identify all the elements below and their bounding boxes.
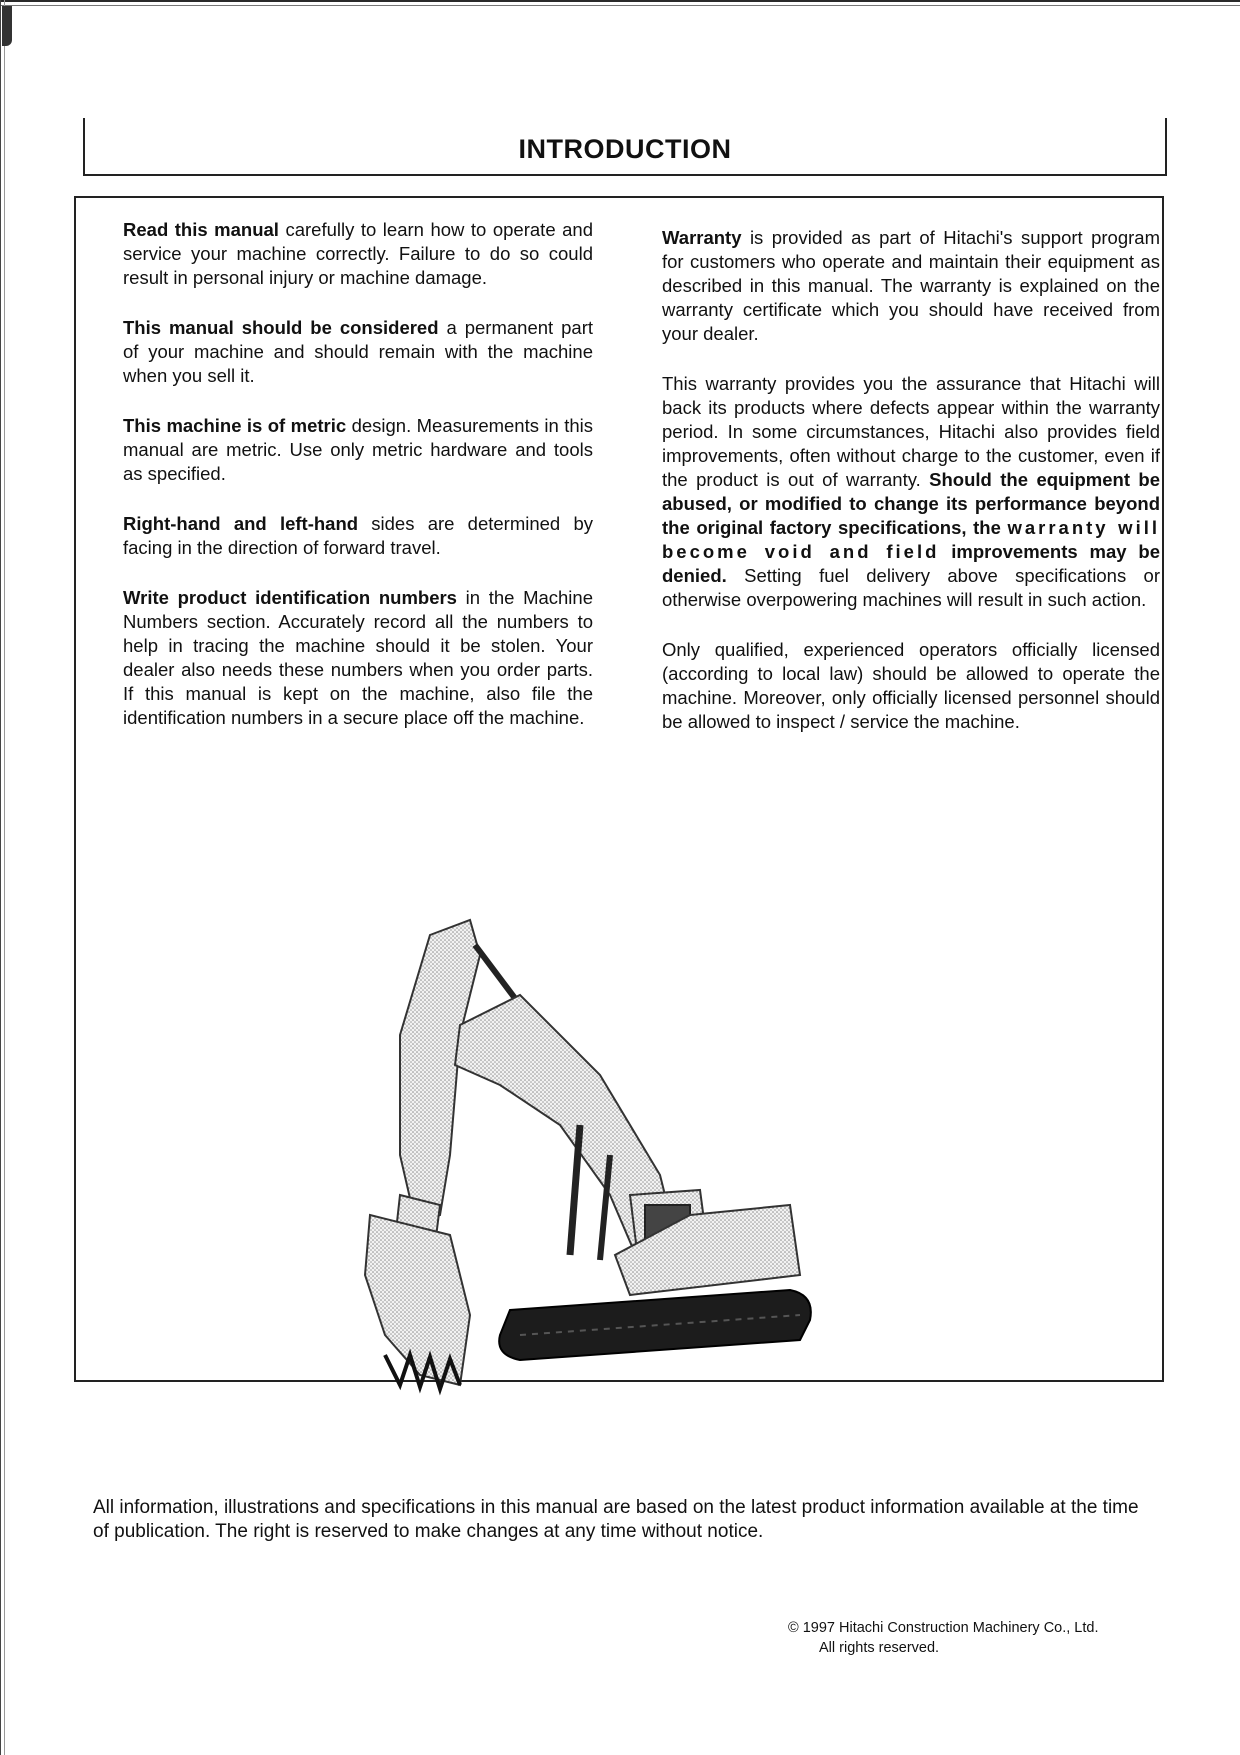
rights-line: All rights reserved.: [819, 1640, 940, 1656]
page-title: INTRODUCTION: [518, 134, 732, 164]
body-text: carefully to learn how to operate and service your machine correctly. Failure to do so could result in personal injury or machine damage.: [123, 219, 593, 288]
body-text: design. Measurements in this manual are metric. Use only metric hardware and tools as specified.: [123, 415, 593, 484]
copyright-block: [788, 1618, 1168, 1658]
body-text: a permanent part of your machine and should remain with the machine when you sell it.: [123, 317, 593, 386]
paragraph-metric-design: [123, 414, 593, 486]
paragraph-qualified-operators: [662, 638, 1160, 734]
scan-edge-left: [0, 0, 6, 1755]
warning-text-spaced: warranty will become void and field: [662, 517, 1160, 562]
body-text: This warranty provides you the assurance that Hitachi will back its products where defects appear within the warranty period. In some circumstances, Hitachi also provides field improvements, often without charge to the customer, even if the product is out of warranty.: [662, 373, 1160, 490]
lead-text: This manual should be considered: [123, 317, 439, 338]
body-text: Only qualified, experienced operators officially licensed (according to local law) should be allowed to operate the machine. Moreover, only officially licensed personnel should be allowed to inspect / service the machine.: [662, 639, 1160, 732]
paragraph-permanent-part: [123, 316, 593, 388]
excavator-illustration: [360, 915, 880, 1405]
lead-text: Right-hand and left-hand: [123, 513, 359, 534]
scan-mark: [2, 6, 12, 46]
scan-edge-top: [0, 0, 1240, 10]
left-column: [123, 218, 593, 756]
lead-text: Warranty: [662, 227, 742, 248]
warning-text-end: improvements may be denied.: [662, 541, 1160, 586]
lead-text: Write product identification numbers: [123, 587, 457, 608]
paragraph-identification-numbers: [123, 586, 593, 730]
title-frame: [83, 118, 1167, 176]
body-text: Setting fuel delivery above specifications or otherwise overpowering machines will result in such action.: [662, 565, 1160, 610]
paragraph-warranty: [662, 226, 1160, 346]
copyright-line: © 1997 Hitachi Construction Machinery Co., Ltd.: [788, 1620, 1099, 1636]
paragraph-warranty-assurance: [662, 372, 1160, 612]
right-column: [662, 226, 1160, 760]
lead-text: This machine is of metric: [123, 415, 347, 436]
paragraph-right-left-hand: [123, 512, 593, 560]
body-text: is provided as part of Hitachi's support program for customers who operate and maintain their equipment as described in this manual. The warranty is explained on the warranty certificate which you should have received from your dealer.: [662, 227, 1160, 344]
body-text: in the Machine Numbers section. Accurately record all the numbers to help in tracing the machine should it be stolen. Your dealer also needs these numbers when you order parts. If this manual is kept on the machine, also file the identification numbers in a secure place off the machine.: [123, 587, 593, 728]
paragraph-read-manual: [123, 218, 593, 290]
disclaimer-notice: All information, illustrations and specifications in this manual are based on the latest product information available at the time of publication. The right is reserved to make changes at any time without notice.: [93, 1497, 1139, 1542]
warning-text: Should the equipment be abused, or modified to change its performance beyond the original factory specifications, the: [662, 469, 1160, 538]
body-text: sides are determined by facing in the direction of forward travel.: [123, 513, 593, 558]
lead-text: Read this manual: [123, 219, 279, 240]
